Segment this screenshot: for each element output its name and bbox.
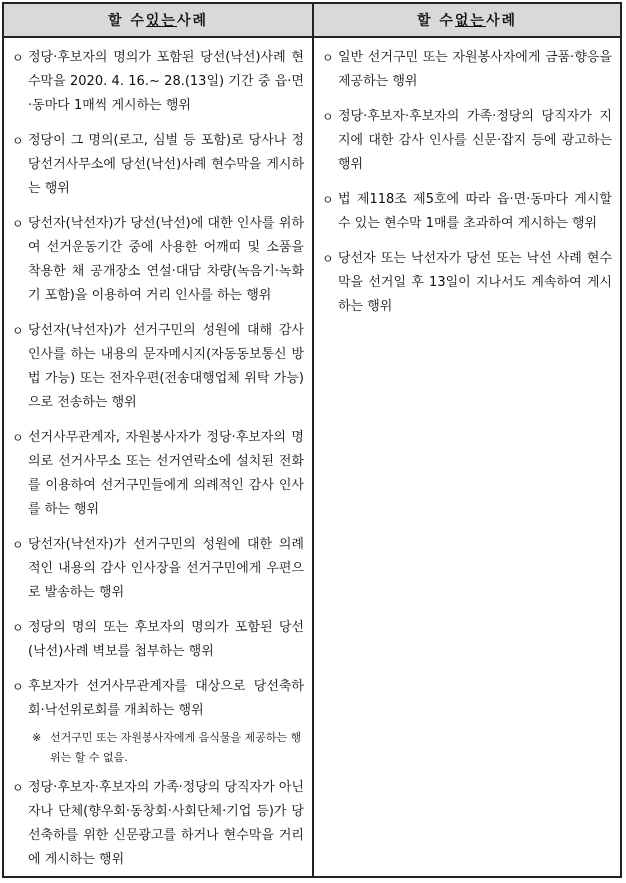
allowed-item-text: 선거사무관계자, 자원봉사자가 정당·후보자의 명의로 선거사무소 또는 선거연락소에 설치된 전화를 이용하여 선거구민들에게 의례적인 감사 인사를 하는 행위: [28, 430, 304, 517]
header-prohibited-suffix: 사례: [485, 13, 518, 29]
prohibited-item: [320, 105, 612, 177]
bullet-icon: ㅇ: [12, 217, 24, 231]
note: [10, 728, 304, 768]
bullet-icon: ㅇ: [12, 621, 24, 635]
prohibited-item-text: 정당·후보자·후보자의 가족·정당의 당직자가 지지에 대한 감사 인사를 신문·잡지 등에 광고하는 행위: [338, 109, 612, 172]
allowed-item-text: 당선자(낙선자)가 선거구민의 성원에 대해 감사 인사를 하는 내용의 문자메시지(자동동보통신 방법 가능) 또는 전자우편(전송대행업체 위탁 가능)으로 전송하는 행위: [28, 323, 304, 410]
prohibited-item: [320, 247, 612, 319]
allowed-column: [4, 38, 312, 883]
bullet-icon: ㅇ: [12, 538, 24, 552]
bullet-icon: ㅇ: [12, 680, 24, 694]
allowed-item: [10, 616, 304, 664]
allowed-item: [10, 46, 304, 118]
allowed-item: [10, 675, 304, 723]
header-allowed-prefix: 할 수: [107, 13, 146, 29]
allowed-item: [10, 776, 304, 872]
bullet-icon: ㅇ: [322, 193, 334, 207]
allowed-item: [10, 129, 304, 201]
prohibited-item-text: 일반 선거구민 또는 자원봉사자에게 금품·향응을 제공하는 행위: [338, 50, 612, 89]
allowed-item-text: 정당·후보자·후보자의 가족·정당의 당직자가 아닌 자나 단체(향우회·동창회·사회단체·기업 등)가 당선축하를 위한 신문광고를 하거나 현수막을 거리에 게시하는 행위: [28, 780, 304, 867]
allowed-item: [10, 319, 304, 415]
prohibited-item-text: 법 제118조 제5호에 따라 읍·면·동마다 게시할 수 있는 현수막 1매를 초과하여 게시하는 행위: [338, 192, 612, 231]
header-allowed-emphasis: 있는: [145, 13, 177, 29]
header-prohibited-prefix: 할 수: [416, 13, 455, 29]
allowed-item: [10, 426, 304, 522]
bullet-icon: ㅇ: [12, 134, 24, 148]
bullet-icon: ㅇ: [12, 431, 24, 445]
header-allowed: [4, 4, 312, 36]
allowed-item: [10, 212, 304, 308]
bullet-icon: ㅇ: [322, 252, 334, 266]
bullet-icon: ㅇ: [12, 781, 24, 795]
header-prohibited-emphasis: 없는: [454, 13, 486, 29]
prohibited-column: [314, 38, 620, 330]
bullet-icon: ㅇ: [322, 110, 334, 124]
header-allowed-suffix: 사례: [176, 13, 209, 29]
allowed-item-text: 정당이 그 명의(로고, 심벌 등 포함)로 당사나 정당선거사무소에 당선(낙선)사례 현수막을 게시하는 행위: [28, 133, 304, 196]
allowed-item-text: 정당의 명의 또는 후보자의 명의가 포함된 당선(낙선)사례 벽보를 첩부하는 행위: [28, 620, 304, 659]
allowed-item-text: 정당·후보자의 명의가 포함된 당선(낙선)사례 현수막을 2020. 4. 16.~ 28.(13일) 기간 중 읍·면·동마다 1매씩 게시하는 행위: [28, 50, 304, 113]
prohibited-item: [320, 188, 612, 236]
prohibited-item-text: 당선자 또는 낙선자가 당선 또는 낙선 사례 현수막을 선거일 후 13일이 지나서도 계속하여 게시하는 행위: [338, 251, 612, 314]
note-mark: ※: [32, 731, 42, 744]
allowed-item-text: 당선자(낙선자)가 선거구민의 성원에 대한 의례적인 내용의 감사 인사장을 선거구민에게 우편으로 발송하는 행위: [28, 537, 304, 600]
bullet-icon: ㅇ: [322, 51, 334, 65]
cases-table: [2, 2, 622, 878]
bullet-icon: ㅇ: [12, 51, 24, 65]
header-prohibited: [314, 4, 620, 36]
note-text: 선거구민 또는 자원봉사자에게 음식물을 제공하는 행위는 할 수 없음.: [50, 731, 302, 764]
allowed-item-text: 후보자가 선거사무관계자를 대상으로 당선축하회·낙선위로회를 개최하는 행위: [28, 679, 304, 718]
prohibited-item: [320, 46, 612, 94]
allowed-item-text: 당선자(낙선자)가 당선(낙선)에 대한 인사를 위하여 선거운동기간 중에 사용한 어깨띠 및 소품을 착용한 채 공개장소 연설·대담 차량(녹음기·녹화기 포함)을 이용하여 거리 인사를 하는 행위: [28, 216, 304, 303]
allowed-item: [10, 533, 304, 605]
bullet-icon: ㅇ: [12, 324, 24, 338]
